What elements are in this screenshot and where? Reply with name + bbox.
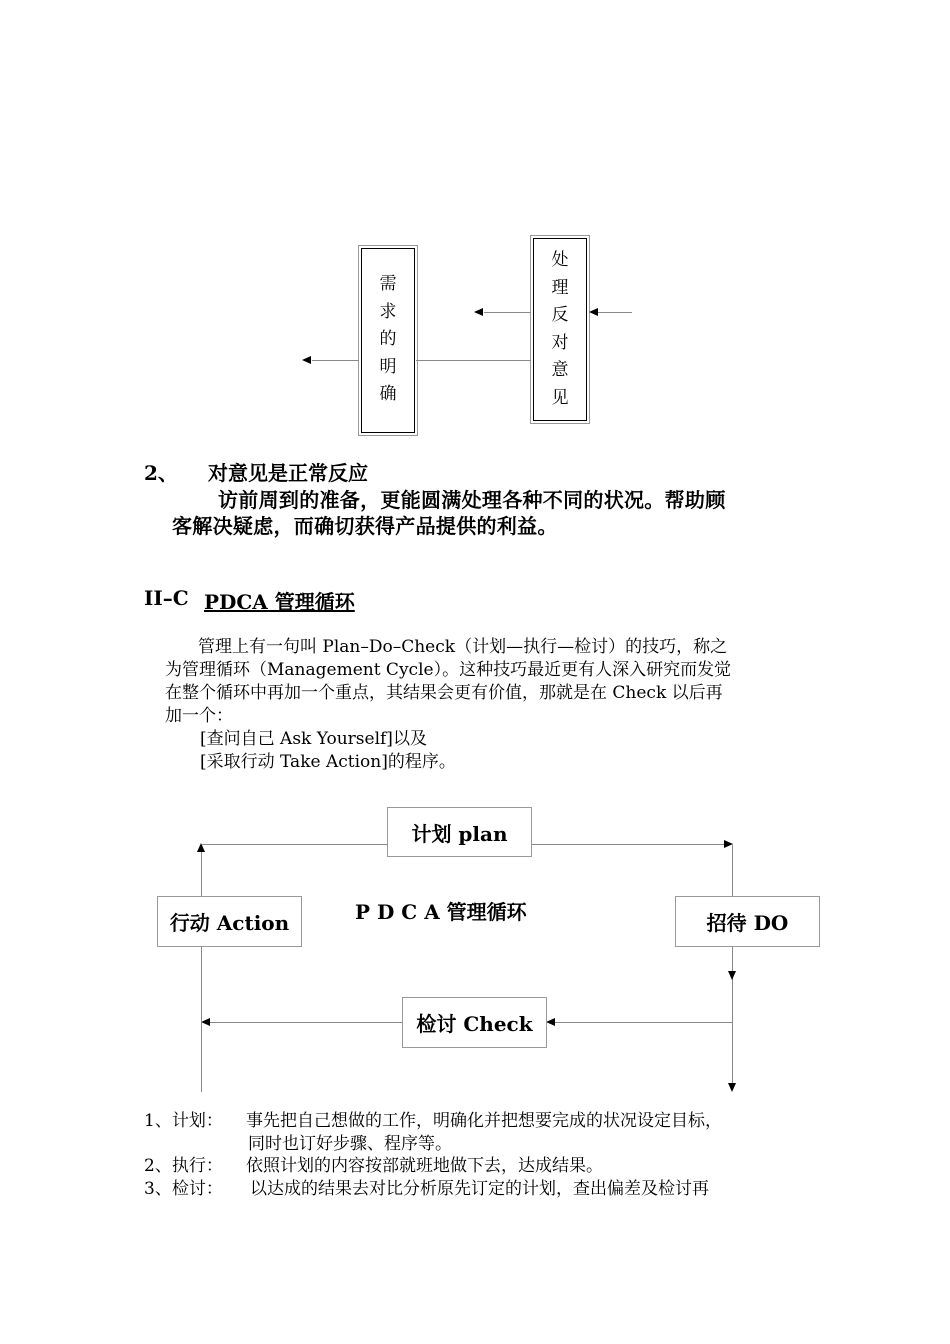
section2-body-line2: 客解决疑虑，而确切获得产品提供的利益。 [172, 514, 558, 538]
connector-left-out [312, 360, 359, 361]
pdca-check-box [402, 997, 547, 1048]
arrow-left-icon [474, 308, 483, 316]
step1-text: 事先把自己想做的工作，明确化并把想要完成的状况设定目标， [246, 1111, 722, 1131]
step3-label: 3、检讨： [144, 1179, 223, 1199]
arrow-up-icon [197, 843, 205, 852]
connector-right-in [598, 312, 632, 313]
section2-number: 2、 [144, 461, 178, 485]
pdca-action-box [157, 896, 302, 947]
box-handle-objection [533, 238, 587, 421]
section-title: PDCA 管理循环 [204, 590, 355, 614]
arrow-left-icon [589, 308, 598, 316]
pdca-line-right-down-2 [732, 946, 733, 1084]
step2-text: 依照计划的内容按部就班地做下去，达成结果。 [246, 1156, 603, 1176]
pdca-do-box [675, 896, 820, 947]
section2-body-line1: 访前周到的准备，更能圆满处理各种不同的状况。帮助顾 [218, 488, 726, 512]
step3-text: 以达成的结果去对比分析原先订定的计划，查出偏差及检讨再 [250, 1179, 709, 1199]
pdca-line-left-up [201, 852, 202, 896]
step2-label: 2、执行： [144, 1156, 223, 1176]
section2-title: 对意见是正常反应 [208, 461, 368, 485]
arrow-down-icon [728, 971, 736, 980]
pdca-center-title: P D C A 管理循环 [355, 900, 527, 924]
pdca-intro-line1: 管理上有一句叫 Plan–Do–Check（计划—执行—检讨）的技巧，称之 [198, 637, 728, 657]
arrow-left-icon [302, 356, 311, 364]
pdca-check-label: 检讨 Check [416, 1012, 533, 1036]
arrow-left-icon [546, 1018, 555, 1026]
pdca-intro-line3: 在整个循环中再加一个重点，其结果会更有价值，那就是在 Check 以后再 [165, 683, 723, 703]
box-need-clarify-text: 需 求 的 明 确 [379, 274, 397, 405]
pdca-intro-line4: 加一个： [165, 706, 233, 726]
pdca-plan-box [387, 807, 532, 857]
item-take-action: [采取行动 Take Action]的程序。 [200, 752, 456, 772]
box-need-clarify [361, 248, 415, 433]
pdca-line-bottom-right [554, 1022, 732, 1023]
pdca-line-bottom-left [210, 1022, 402, 1023]
arrow-left-icon [201, 1018, 210, 1026]
pdca-do-label: 招待 DO [706, 911, 789, 935]
connector-mid [484, 312, 531, 313]
pdca-plan-label: 计划 plan [411, 821, 508, 846]
pdca-action-label: 行动 Action [169, 911, 290, 935]
arrow-down-icon [728, 1083, 736, 1092]
step1-label: 1、计划： [144, 1111, 223, 1131]
item-ask-yourself: [查问自己 Ask Yourself]以及 [200, 729, 427, 749]
pdca-line-right-down [732, 844, 733, 896]
connector-boxes [416, 360, 531, 361]
section-code: II–C [144, 586, 189, 610]
pdca-intro-line2: 为管理循环（Management Cycle）。这种技巧最近更有人深入研究而发觉 [165, 660, 732, 680]
pdca-line-left-down [201, 946, 202, 1092]
box-handle-objection-text: 处 理 反 对 意 见 [551, 250, 569, 408]
step1-text2: 同时也订好步骤、程序等。 [248, 1134, 452, 1154]
